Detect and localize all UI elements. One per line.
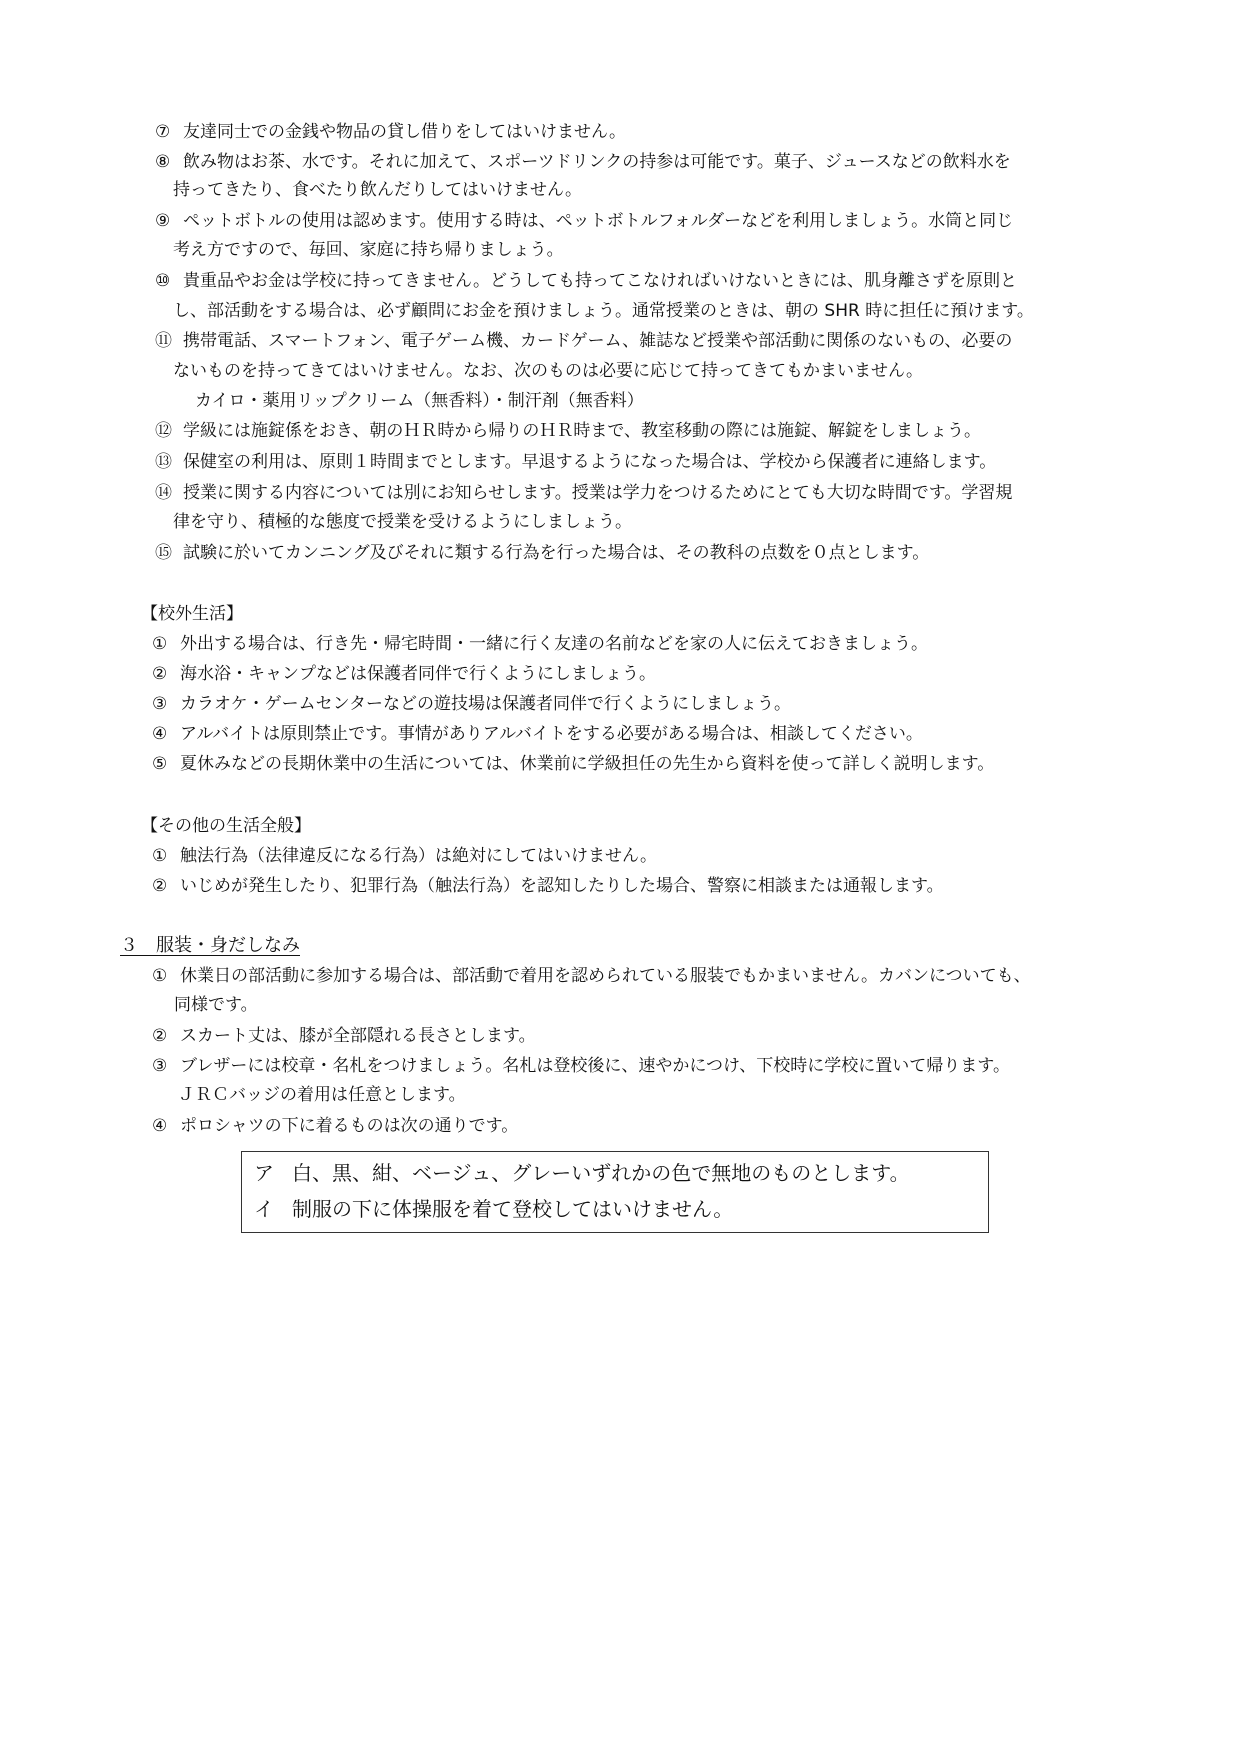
item-text: スカート丈は、膝が全部隠れる長さとします。 <box>180 1026 536 1046</box>
item-number: ⑪ <box>155 331 172 351</box>
rule-11 <box>155 329 1012 353</box>
rule-10 <box>155 269 1017 293</box>
outside-item-3 <box>152 692 791 716</box>
item-number: ⑫ <box>155 421 172 441</box>
box-item-text: 白、黒、紺、ベージュ、グレーいずれかの色で無地のものとします。 <box>292 1161 910 1185</box>
rule-text: カイロ・薬用リップクリーム（無香料）・制汗剤（無香料） <box>195 391 644 411</box>
rule-13 <box>155 450 996 474</box>
rule-text: し、部活動をする場合は、必ず顧問にお金を預けましょう。通常授業のときは、朝の SHR 時に担任に預けます。 <box>173 301 1034 321</box>
item-number: ⑬ <box>155 452 172 472</box>
item-text: カラオケ・ゲームセンターなどの遊技場は保護者同伴で行くようにしましょう。 <box>180 694 791 714</box>
item-number: ⑨ <box>155 211 171 231</box>
box-item-text: 制服の下に体操服を着て登校してはいけません。 <box>292 1197 734 1221</box>
item-text: 触法行為（法律違反になる行為）は絶対にしてはいけません。 <box>180 846 658 866</box>
box-item-label: ア <box>254 1161 274 1185</box>
rule-text: 飲み物はお茶、水です。それに加えて、スポーツドリンクの持参は可能です。菓子、ジュースなどの飲料水を <box>183 152 1011 172</box>
rule-text: 持ってきたり、食べたり飲んだりしてはいけません。 <box>173 180 583 200</box>
item-text: いじめが発生したり、犯罪行為（触法行為）を認知したりした場合、警察に相談または通報します。 <box>180 876 944 896</box>
other-item-2 <box>152 874 944 898</box>
item-number: ① <box>152 846 168 866</box>
rule-9-cont <box>173 238 564 262</box>
rule-10-cont <box>173 299 1034 323</box>
item-number: ④ <box>152 1116 168 1136</box>
dress-item-1 <box>152 964 1031 988</box>
undershirt-rules-box <box>241 1151 989 1233</box>
item-text: 外出する場合は、行き先・帰宅時間・一緒に行く友達の名前などを家の人に伝えておきましょう。 <box>180 634 928 654</box>
section-heading-dress: ３ 服装・身だしなみ <box>120 935 300 956</box>
item-number: ⑮ <box>155 543 172 563</box>
outside-item-4 <box>152 722 923 746</box>
outside-item-1 <box>152 632 928 656</box>
rule-11-cont <box>173 359 923 383</box>
rule-12 <box>155 419 981 443</box>
rule-text: 考え方ですので、毎回、家庭に持ち帰りましょう。 <box>173 240 564 260</box>
outside-item-2 <box>152 662 656 686</box>
item-text: 夏休みなどの長期休業中の生活については、休業前に学級担任の先生から資料を使って詳しく説明します。 <box>180 754 995 774</box>
rule-text: 授業に関する内容については別にお知らせします。授業は学力をつけるためにとても大切な時間です。学習規 <box>183 483 1013 503</box>
item-number: ② <box>152 664 168 684</box>
rule-14 <box>155 481 1012 505</box>
item-number: ④ <box>152 724 168 744</box>
rule-15 <box>155 541 929 565</box>
rule-11-allowed-items <box>195 389 644 413</box>
item-number: ② <box>152 1026 168 1046</box>
box-item-label: イ <box>254 1197 274 1221</box>
dress-item-4 <box>152 1114 518 1138</box>
rule-text: 友達同士での金銭や物品の貸し借りをしてはいけません。 <box>183 122 627 142</box>
item-text: ブレザーには校章・名札をつけましょう。名札は登校後に、速やかにつけ、下校時に学校に置いて帰ります。 <box>180 1056 1010 1076</box>
item-number: ③ <box>152 694 168 714</box>
item-number: ⑧ <box>155 152 171 172</box>
item-number: ③ <box>152 1056 168 1076</box>
dress-item-3-cont <box>178 1083 466 1107</box>
outside-item-5 <box>152 752 994 776</box>
item-number: ① <box>152 634 168 654</box>
rule-text: 貴重品やお金は学校に持ってきません。どうしても持ってこなければいけないときには、肌身離さずを原則と <box>183 271 1018 291</box>
item-text: ＪＲＣバッジの着用は任意とします。 <box>178 1085 466 1105</box>
section-heading-outside-life: 【校外生活】 <box>141 604 243 624</box>
rule-8 <box>155 150 1011 174</box>
section-heading-other-life: 【その他の生活全般】 <box>141 816 311 836</box>
item-text: 海水浴・キャンプなどは保護者同伴で行くようにしましょう。 <box>180 664 656 684</box>
rule-text: 携帯電話、スマートフォン、電子ゲーム機、カードゲーム、雑誌など授業や部活動に関係のないもの、必要の <box>183 331 1013 351</box>
rule-text: 学級には施錠係をおき、朝のＨＲ時から帰りのＨＲ時まで、教室移動の際には施錠、解錠をしましょう。 <box>183 421 981 441</box>
rule-14-cont <box>173 510 632 534</box>
item-number: ⑦ <box>155 122 171 142</box>
item-number: ⑭ <box>155 483 172 503</box>
dress-item-3 <box>152 1054 1010 1078</box>
rule-text: 律を守り、積極的な態度で授業を受けるようにしましょう。 <box>173 512 632 532</box>
item-number: ② <box>152 876 168 896</box>
rule-text: ないものを持ってきてはいけません。なお、次のものは必要に応じて持ってきてもかまいません。 <box>173 361 924 381</box>
dress-item-2 <box>152 1024 536 1048</box>
box-item-a <box>254 1160 910 1186</box>
box-item-i <box>254 1196 733 1222</box>
rule-9 <box>155 209 1013 233</box>
rule-text: 試験に於いてカンニング及びそれに類する行為を行った場合は、その教科の点数を０点とします。 <box>183 543 930 563</box>
item-number: ① <box>152 966 168 986</box>
item-number: ⑩ <box>155 271 171 291</box>
rule-8-cont <box>173 178 582 202</box>
item-number: ⑤ <box>152 754 168 774</box>
item-text: ポロシャツの下に着るものは次の通りです。 <box>180 1116 519 1136</box>
other-item-1 <box>152 844 657 868</box>
item-text: アルバイトは原則禁止です。事情がありアルバイトをする必要がある場合は、相談してください。 <box>180 724 923 744</box>
item-text: 休業日の部活動に参加する場合は、部活動で着用を認められている服装でもかまいません。カバンについても、 <box>180 966 1031 986</box>
item-text: 同様です。 <box>174 995 258 1015</box>
dress-item-1-cont <box>174 993 258 1017</box>
rule-text: ペットボトルの使用は認めます。使用する時は、ペットボトルフォルダーなどを利用しましょう。水筒と同じ <box>183 211 1014 231</box>
rule-7 <box>155 120 626 144</box>
rule-text: 保健室の利用は、原則１時間までとします。早退するようになった場合は、学校から保護者に連絡します。 <box>183 452 997 472</box>
